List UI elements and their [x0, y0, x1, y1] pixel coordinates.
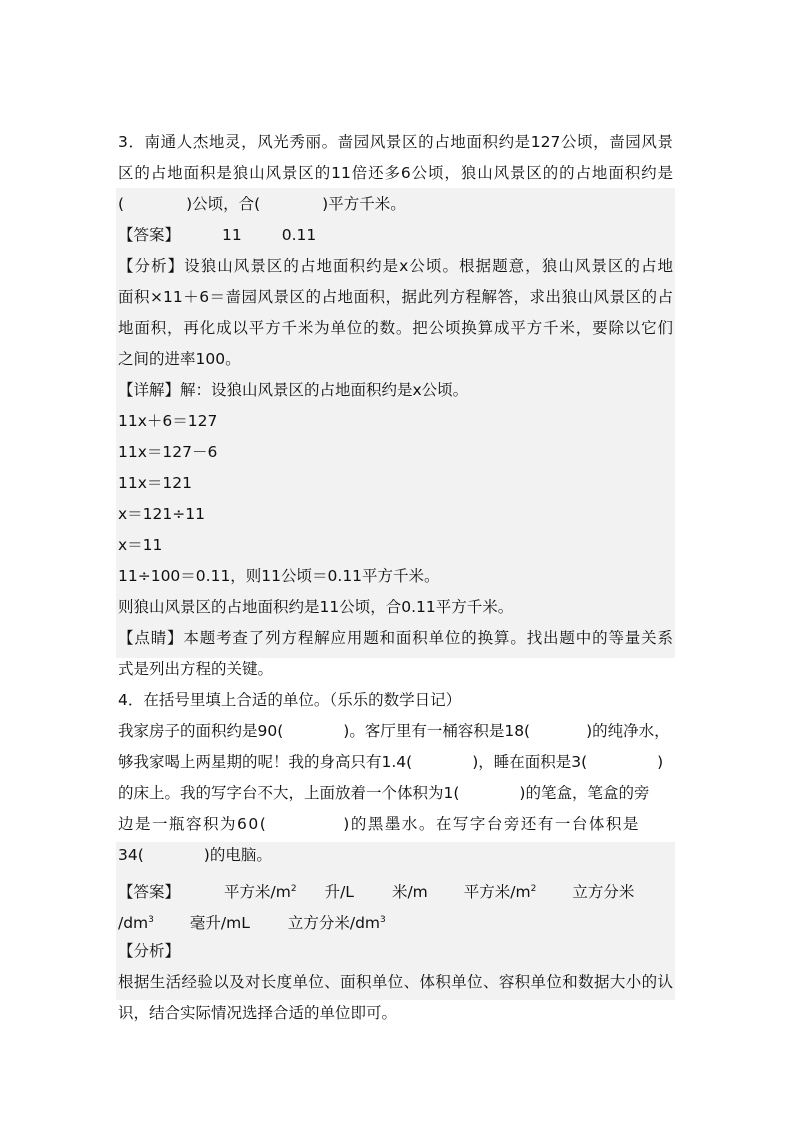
- analysis-4-line-1: 根据生活经验以及对长度单位、面积单位、体积单位、容积单位和数据大小的认: [118, 973, 673, 991]
- question-3-line-2: 区的占地面积是狼山风景区的11倍还多6公顷，狼山风景区的的占地面积约是: [118, 164, 673, 182]
- detail-3-line-1: 【详解】解：设狼山风景区的占地面积约是x公顷。: [118, 381, 469, 399]
- answer-value: 0.11: [281, 226, 317, 244]
- answer-value: 11: [222, 226, 242, 244]
- answer-unit: [224, 883, 297, 901]
- comment-3-line-1: 【点睛】本题考查了列方程解应用题和面积单位的换算。找出题中的等量关系: [118, 629, 673, 647]
- answer-label: 【答案】: [118, 883, 181, 901]
- question-3-line-1: 3．南通人杰地灵，风光秀丽。啬园风景区的占地面积约是127公顷，啬园风景: [118, 133, 673, 151]
- equation-5: x＝11: [118, 536, 163, 554]
- unit-exponent: 3: [148, 915, 154, 925]
- answer-unit: 毫升/mL: [189, 914, 250, 932]
- q4-text: 够我家喝上两星期的呢！我的身高只有1.4(: [118, 753, 413, 771]
- question-4-line-3: [118, 778, 649, 808]
- question-4-title: 4．在括号里填上合适的单位。（乐乐的数学日记）: [118, 691, 462, 709]
- q4-text: )的电脑。: [203, 846, 272, 864]
- analysis-3-line-4: 之间的进率100。: [118, 350, 241, 368]
- analysis-3-line-1: 【分析】设狼山风景区的占地面积约是x公顷。根据题意，狼山风景区的占地: [118, 257, 673, 275]
- analysis-3-line-2: 面积×11＋6＝啬园风景区的占地面积，据此列方程解答，求出狼山风景区的占: [118, 288, 673, 306]
- equation-4: x＝121÷11: [118, 505, 205, 523]
- q4-text: )的黑墨水。在写字台旁还有一台体积是: [343, 815, 640, 833]
- unit-exponent: 2: [290, 884, 297, 894]
- q4-text: )的笔盒，笔盒的旁: [519, 784, 650, 802]
- question-4-line-5: [118, 840, 272, 870]
- q4-text: )的纯净水，: [586, 722, 670, 740]
- analysis-3-line-3: 地面积，再化成以平方千米为单位的数。把公顷换算成平方千米，要除以它们: [118, 319, 673, 337]
- blank-text: )公顷，合(: [186, 195, 261, 213]
- unit-exponent: 3: [380, 915, 386, 925]
- unit-text: /dm: [118, 914, 149, 932]
- q4-text: )，睡在面积是3(: [472, 753, 588, 771]
- q4-text: 34(: [118, 846, 144, 864]
- answer-4-line-2: [118, 905, 386, 935]
- q4-text: 边是一瓶容积为60(: [118, 815, 268, 833]
- answer-unit: [464, 883, 537, 901]
- answer-unit: 米/m: [391, 883, 428, 901]
- answer-unit: 升/L: [324, 883, 354, 901]
- answer-unit: [288, 914, 386, 932]
- q4-text: 我家房子的面积约是90(: [118, 722, 284, 740]
- answer-unit: 立方分米: [572, 883, 635, 901]
- q4-text: )。客厅里有一桶容积是18(: [343, 722, 531, 740]
- question-4-line-2: [118, 747, 663, 777]
- answer-label: 【答案】: [118, 226, 181, 244]
- unit-text: 立方分米/dm: [287, 914, 381, 932]
- question-4-line-4: [118, 809, 640, 839]
- unit-text: 平方米/m: [463, 883, 531, 901]
- conversion-line: 11÷100＝0.11，则11公顷＝0.11平方千米。: [118, 567, 440, 585]
- unit-exponent: 2: [530, 884, 537, 894]
- equation-2: 11x＝127－6: [118, 443, 218, 461]
- analysis-4-line-2: 识，结合实际情况选择合适的单位即可。: [118, 1004, 398, 1022]
- blank-text: )平方千米。: [322, 195, 406, 213]
- q4-text: ): [657, 753, 664, 771]
- bracket-open: (: [118, 195, 125, 213]
- comment-3-line-2: 式是列出方程的关键。: [118, 660, 274, 678]
- conclusion-line: 则狼山风景区的占地面积约是11公顷，合0.11平方千米。: [118, 598, 514, 616]
- question-4-line-1: [118, 716, 670, 746]
- question-3-line-3: [118, 189, 406, 219]
- analysis-4-label: 【分析】: [118, 942, 181, 960]
- unit-text: 平方米/m: [224, 883, 291, 901]
- q4-text: 的床上。我的写字台不大，上面放着一个体积为1(: [118, 784, 460, 802]
- answer-4-line-1: [118, 874, 634, 904]
- equation-3: 11x＝121: [118, 474, 192, 492]
- answer-3: [118, 220, 316, 250]
- equation-1: 11x＋6＝127: [118, 412, 218, 430]
